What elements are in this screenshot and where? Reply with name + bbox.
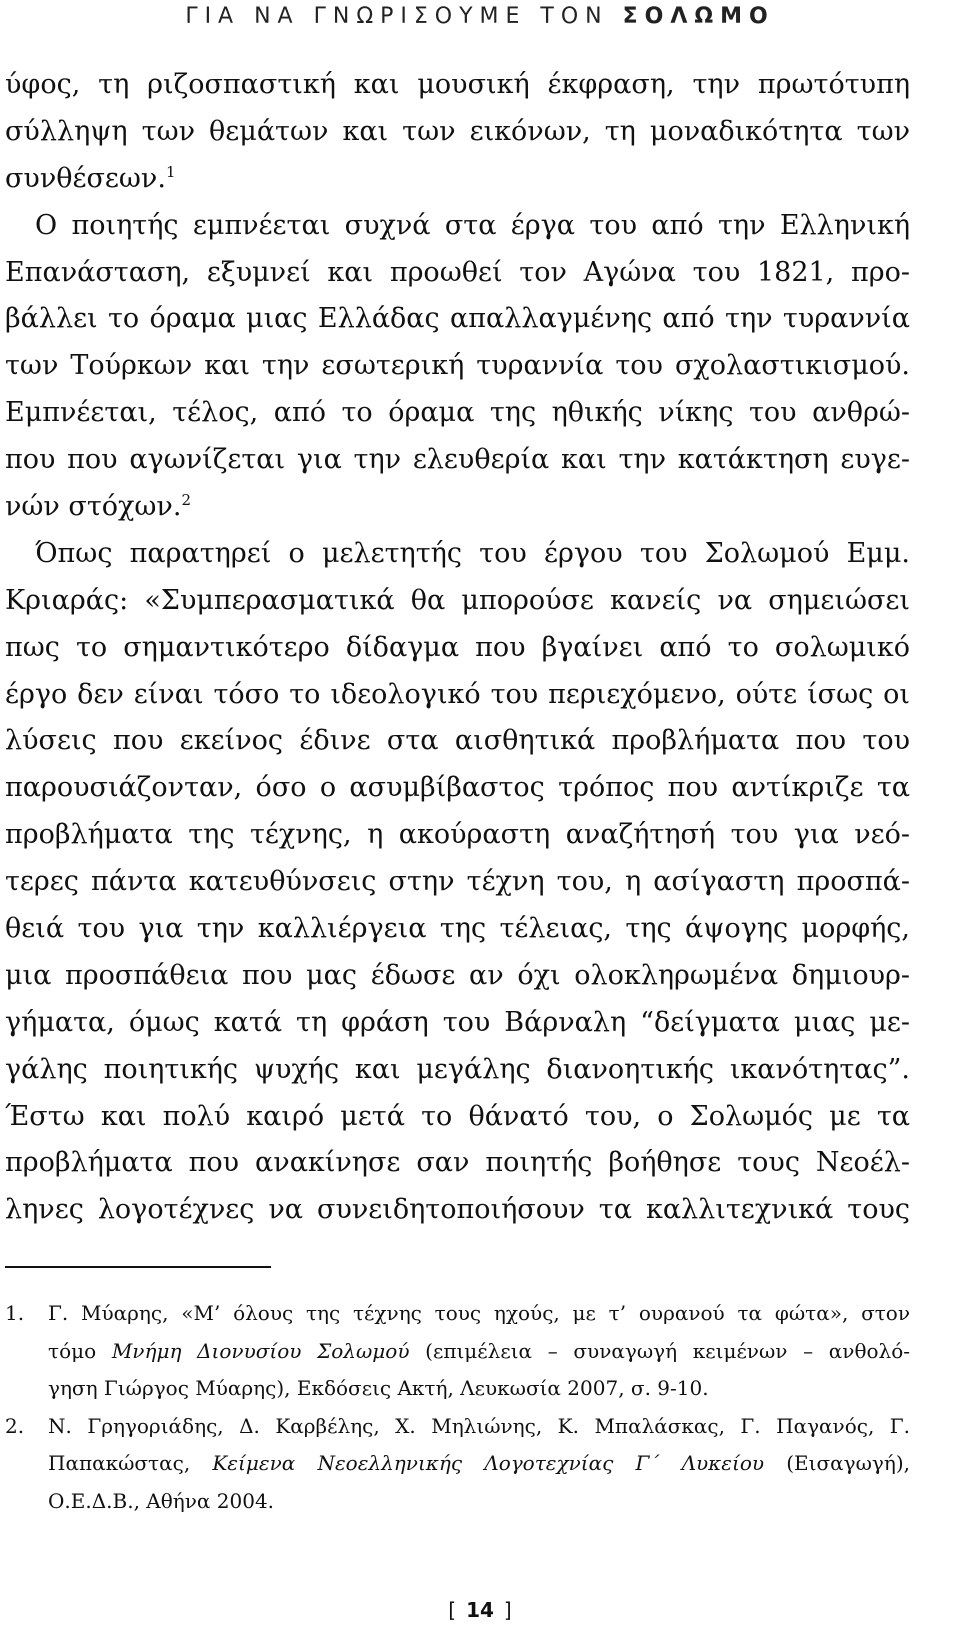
body-line: γήματα, όμως κατά τη φράση του Βάρναλη “δείγματα μιας με- <box>5 1006 910 1038</box>
footnote-title: Μνήμη Διονυσίου Σολωμού <box>111 1338 410 1363</box>
body-line: των Τούρκων και την εσωτερική τυραννία του σχολαστικισμού. <box>5 350 910 382</box>
footnote-title: Κείμενα Νεοελληνικής Λογοτεχνίας Γ΄ Λυκείου <box>212 1451 765 1475</box>
body-line: Επανάσταση, εξυμνεί και προωθεί τον Αγώνα του 1821, προ- <box>5 256 910 288</box>
body-line: ληνες λογοτέχνες να συνειδητοποιήσουν τα καλλιτεχνικά τους <box>5 1194 910 1226</box>
body-line: νών στόχων.$^2$ <box>5 491 191 523</box>
footnote-ref-2: 2 <box>181 491 191 510</box>
body-line: που που αγωνίζεται για την ελευθερία και την κατάκτηση ευγε- <box>5 444 910 476</box>
footnote-line: Ο.Ε.Δ.Β., Αθήνα 2004. <box>48 1488 275 1513</box>
footnote-ref-1: 1 <box>165 162 176 181</box>
footnotes <box>5 1295 910 1520</box>
page-number-value: 14 <box>466 1598 494 1622</box>
body-line: πως το σημαντικότερο δίδαγμα που βγαίνει από το σολωμικό <box>5 631 910 663</box>
body-line: μια προσπάθεια που μας έδωσε αν όχι ολοκληρωμένα δημιουρ- <box>5 959 910 991</box>
body-line: παρουσιάζονταν, όσο ο ασυμβίβαστος τρόπος που αντίκριζε τα <box>5 772 910 804</box>
footnote-number: 2. <box>5 1413 25 1438</box>
footnote-line: γηση Γιώργος Μύαρης), Εκδόσεις Ακτή, Λευκωσία 2007, σ. 9-10. <box>48 1376 709 1400</box>
body-line: Ο ποιητής εμπνέεται συχνά στα έργα του από την Ελληνική <box>35 209 910 241</box>
body-line: Έστω και πολύ καιρό μετά το θάνατό του, ο Σολωμός με τα <box>5 1100 910 1132</box>
body-text <box>5 62 910 1234</box>
running-header <box>0 4 960 29</box>
footnote-line: τόμο Μνήμη Διονυσίου Σολωμού (επιμέλεια – συναγωγή κειμένων – ανθολό- <box>48 1338 910 1363</box>
body-line: συνθέσεων.$^1$ <box>5 162 176 194</box>
footnote-line: Γ. Μύαρης, «Μ’ όλους της τέχνης τους ηχούς, με τ’ ουρανού τα φώτα», στον <box>48 1301 910 1325</box>
body-line: Κριαράς: «Συμπερασματικά θα μπορούσε κανείς να σημειώσει <box>5 584 910 616</box>
body-line: προβλήματα της τέχνης, η ακούραστη αναζήτησή του για νεό- <box>5 819 910 851</box>
body-line: θειά του για την καλλιέργεια της τέλειας, της άψογης μορφής, <box>5 913 910 945</box>
footnote-divider <box>5 1266 271 1268</box>
body-line: γάλης ποιητικής ψυχής και μεγάλης διανοητικής ικανότητας”. <box>5 1053 910 1085</box>
page-number-close-bracket: ] <box>503 1598 512 1622</box>
header-prefix: ΓΙΑ ΝΑ ΓΝΩΡΙΣΟΥΜΕ ΤΟΝ <box>185 4 609 29</box>
page-number <box>0 1598 960 1622</box>
body-line: τερες πάντα κατευθύνσεις στην τέχνη του, η ασίγαστη προσπά- <box>5 866 910 898</box>
body-line: Εμπνέεται, τέλος, από το όραμα της ηθικής νίκης του ανθρώ- <box>5 397 910 429</box>
footnote-1 <box>5 1295 910 1408</box>
body-line: βάλλει το όραμα μιας Ελλάδας απαλλαγμένης από την τυραννία <box>5 303 910 335</box>
body-line: λύσεις που εκείνος έδινε στα αισθητικά προβλήματα που του <box>5 725 910 757</box>
body-line: Όπως παρατηρεί ο μελετητής του έργου του Σολωμού Εμμ. <box>35 537 910 569</box>
body-line: προβλήματα που ανακίνησε σαν ποιητής βοήθησε τους Νεοέλ- <box>5 1147 910 1179</box>
footnote-2 <box>5 1408 910 1521</box>
body-line: σύλληψη των θεμάτων και των εικόνων, τη μοναδικότητα των <box>5 115 910 147</box>
footnote-line: Ν. Γρηγοριάδης, Δ. Καρβέλης, Χ. Μηλιώνης, Κ. Μπαλάσκας, Γ. Παγανός, Γ. <box>48 1413 910 1438</box>
body-line: ύφος, τη ριζοσπαστική και μουσική έκφραση, την πρωτότυπη <box>5 69 910 100</box>
header-name: ΣΟΛΩΜΟ <box>622 4 775 29</box>
body-line: έργο δεν είναι τόσο το ιδεολογικό του περιεχόμενο, ούτε ίσως οι <box>5 678 910 710</box>
page-number-open-bracket: [ <box>448 1598 457 1622</box>
footnote-number: 1. <box>5 1301 25 1325</box>
footnote-line: Παπακώστας, Κείμενα Νεοελληνικής Λογοτεχνίας Γ΄ Λυκείου (Εισαγωγή), <box>48 1451 910 1475</box>
